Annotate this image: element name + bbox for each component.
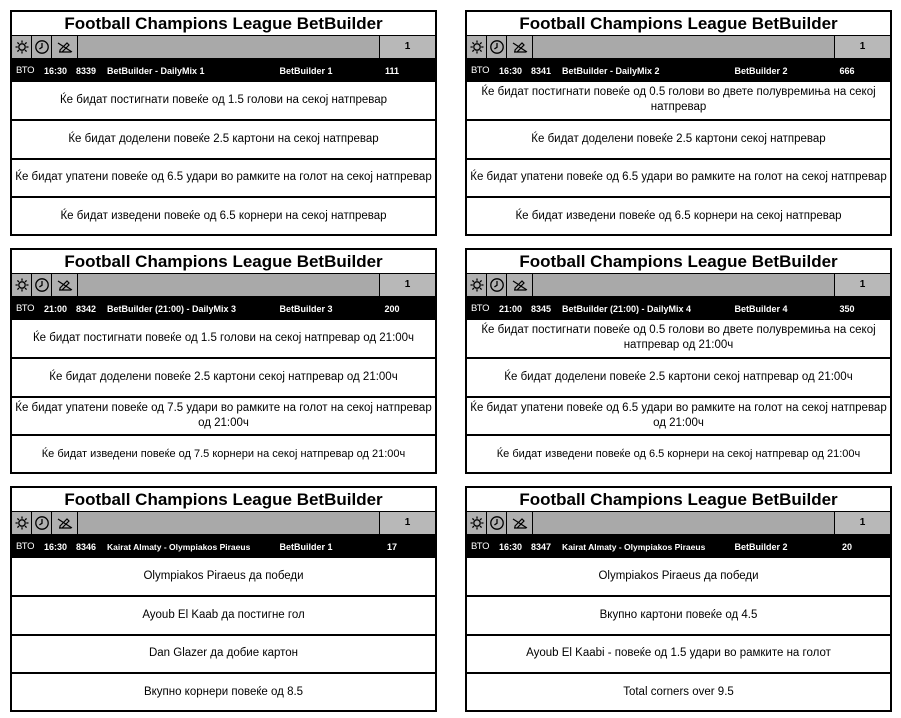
selection-row: Ќе бидат постигнати повеќе од 0.5 голови во двете полувремиња на секој натпревар од 21:00ч <box>481 324 876 352</box>
selection-row: Ќе бидат постигнати повеќе од 1.5 голови на секој натпревар <box>59 93 388 106</box>
selection-list <box>467 558 890 711</box>
betbuilder-card-4 <box>465 248 892 474</box>
selection-row: Ќе бидат изведени повеќе од 7.5 корнери на секој натпревар од 21:00ч <box>12 434 435 473</box>
selection-row: Ќе бидат доделени повеќе 2.5 картони секој натпревар <box>467 119 890 158</box>
selection-row: Ќе бидат изведени повеќе од 6.5 корнери на секој натпревар <box>467 196 890 235</box>
bet-name: BetBuilder 3 <box>279 303 333 314</box>
selection-list <box>467 82 890 235</box>
match-time: 16:30 <box>44 541 68 552</box>
selection-count: 1 <box>379 512 435 534</box>
selection-count: 1 <box>379 274 435 296</box>
match-info-bar[interactable] <box>467 297 890 320</box>
match-day: ВТО <box>471 541 490 552</box>
icon-bar-spacer <box>533 274 834 296</box>
pen-off-icon[interactable] <box>52 274 78 296</box>
match-info-bar[interactable] <box>467 535 890 558</box>
match-name: Kairat Almaty - Olympiakos Piraeus <box>107 541 251 552</box>
bet-name: BetBuilder 1 <box>279 541 333 552</box>
selection-row: Ќе бидат доделени повеќе 2.5 картони на секој натпревар <box>12 119 435 158</box>
bet-name: BetBuilder 2 <box>734 65 788 76</box>
bet-name: BetBuilder 2 <box>734 541 788 552</box>
pen-off-icon[interactable] <box>52 512 78 534</box>
clock-icon[interactable] <box>32 512 52 534</box>
match-time: 21:00 <box>499 303 523 314</box>
clock-icon[interactable] <box>487 512 507 534</box>
match-info-bar[interactable] <box>12 535 435 558</box>
icon-bar <box>12 36 435 59</box>
match-info-bar[interactable] <box>12 59 435 82</box>
icon-bar <box>467 512 890 535</box>
card-title: Football Champions League BetBuilder <box>12 250 435 274</box>
card-title: Football Champions League BetBuilder <box>12 12 435 36</box>
selection-row: Olympiakos Piraeus да победи <box>598 569 759 582</box>
odds-value: 350 <box>839 303 855 314</box>
match-time: 21:00 <box>44 303 68 314</box>
selection-row: Ayoub El Kaabi - повеќе од 1.5 удари во рамките на голот <box>467 634 890 673</box>
selection-row: Ќе бидат доделени повеќе 2.5 картони секој натпревар од 21:00ч <box>12 357 435 396</box>
card-title: Football Champions League BetBuilder <box>12 488 435 512</box>
selection-row: Ќе бидат упатени повеќе од 6.5 удари во рамките на голот на секој натпревар од 21:00ч <box>467 396 890 435</box>
match-day: ВТО <box>16 541 35 552</box>
bet-name: BetBuilder 1 <box>279 65 333 76</box>
pen-off-icon[interactable] <box>507 512 533 534</box>
match-code: 8347 <box>531 541 552 552</box>
gear-icon[interactable] <box>467 36 487 58</box>
selection-row: Ќе бидат упатени повеќе од 6.5 удари во рамките на голот на секој натпревар <box>12 158 435 197</box>
card-title: Football Champions League BetBuilder <box>467 250 890 274</box>
selection-row: Ќе бидат доделени повеќе 2.5 картони секој натпревар од 21:00ч <box>467 357 890 396</box>
match-name: BetBuilder - DailyMix 2 <box>562 65 660 76</box>
match-code: 8346 <box>76 541 97 552</box>
selection-count: 1 <box>834 512 890 534</box>
match-day: ВТО <box>16 65 35 76</box>
match-name: Kairat Almaty - Olympiakos Piraeus <box>562 541 706 552</box>
icon-bar <box>467 274 890 297</box>
match-day: ВТО <box>16 303 35 314</box>
clock-icon[interactable] <box>487 274 507 296</box>
selection-row: Olympiakos Piraeus да победи <box>143 569 304 582</box>
match-time: 16:30 <box>499 541 523 552</box>
betbuilder-card-2 <box>465 10 892 236</box>
match-code: 8342 <box>76 303 97 314</box>
icon-bar <box>12 512 435 535</box>
gear-icon[interactable] <box>12 274 32 296</box>
odds-value: 17 <box>386 541 397 552</box>
gear-icon[interactable] <box>467 512 487 534</box>
odds-value: 20 <box>841 541 852 552</box>
selection-row: Ќе бидат изведени повеќе од 6.5 корнери на секој натпревар <box>12 196 435 235</box>
gear-icon[interactable] <box>12 512 32 534</box>
clock-icon[interactable] <box>32 36 52 58</box>
card-title: Football Champions League BetBuilder <box>467 12 890 36</box>
gear-icon[interactable] <box>12 36 32 58</box>
match-info-bar[interactable] <box>12 297 435 320</box>
pen-off-icon[interactable] <box>52 36 78 58</box>
match-name: BetBuilder - DailyMix 1 <box>107 65 205 76</box>
match-code: 8341 <box>531 65 552 76</box>
odds-value: 666 <box>839 65 855 76</box>
selection-row: Ќе бидат упатени повеќе од 7.5 удари во рамките на голот на секој натпревар од 21:00ч <box>12 396 435 435</box>
betbuilder-card-5 <box>10 486 437 712</box>
selection-row: Ќе бидат постигнати повеќе од 0.5 голови во двете полувремиња на секој натпревар <box>481 86 876 114</box>
selection-row: Вкупно корнери повеќе од 8.5 <box>12 672 435 711</box>
match-time: 16:30 <box>44 65 68 76</box>
match-day: ВТО <box>471 303 490 314</box>
selection-count: 1 <box>834 274 890 296</box>
match-info-bar[interactable] <box>467 59 890 82</box>
selection-row: Dan Glazer да добие картон <box>12 634 435 673</box>
icon-bar-spacer <box>78 36 379 58</box>
match-time: 16:30 <box>499 65 523 76</box>
odds-value: 200 <box>384 303 400 314</box>
selection-row: Ќе бидат упатени повеќе од 6.5 удари во рамките на голот на секој натпревар <box>467 158 890 197</box>
icon-bar-spacer <box>78 274 379 296</box>
card-title: Football Champions League BetBuilder <box>467 488 890 512</box>
pen-off-icon[interactable] <box>507 274 533 296</box>
icon-bar-spacer <box>533 36 834 58</box>
match-name: BetBuilder (21:00) - DailyMix 3 <box>107 303 237 314</box>
match-day: ВТО <box>471 65 490 76</box>
odds-value: 111 <box>384 65 400 76</box>
selection-list <box>12 558 435 711</box>
selection-count: 1 <box>379 36 435 58</box>
bet-name: BetBuilder 4 <box>734 303 788 314</box>
selection-row: Ќе бидат изведени повеќе од 6.5 корнери на секој натпревар од 21:00ч <box>467 434 890 473</box>
selection-list <box>12 82 435 235</box>
selection-count: 1 <box>834 36 890 58</box>
icon-bar <box>467 36 890 59</box>
pen-off-icon[interactable] <box>507 36 533 58</box>
selection-row: Вкупно картони повеќе од 4.5 <box>467 595 890 634</box>
selection-list <box>467 320 890 473</box>
selection-row: Ќе бидат постигнати повеќе од 1.5 голови на секој натпревар од 21:00ч <box>32 331 415 344</box>
match-code: 8339 <box>76 65 97 76</box>
betbuilder-card-6 <box>465 486 892 712</box>
selection-list <box>12 320 435 473</box>
gear-icon[interactable] <box>467 274 487 296</box>
selection-row: Total corners over 9.5 <box>467 672 890 711</box>
match-name: BetBuilder (21:00) - DailyMix 4 <box>562 303 692 314</box>
selection-row: Ayoub El Kaab да постигне гол <box>12 595 435 634</box>
icon-bar-spacer <box>533 512 834 534</box>
clock-icon[interactable] <box>32 274 52 296</box>
icon-bar <box>12 274 435 297</box>
icon-bar-spacer <box>78 512 379 534</box>
betbuilder-card-3 <box>10 248 437 474</box>
match-code: 8345 <box>531 303 552 314</box>
clock-icon[interactable] <box>487 36 507 58</box>
betbuilder-card-1 <box>10 10 437 236</box>
